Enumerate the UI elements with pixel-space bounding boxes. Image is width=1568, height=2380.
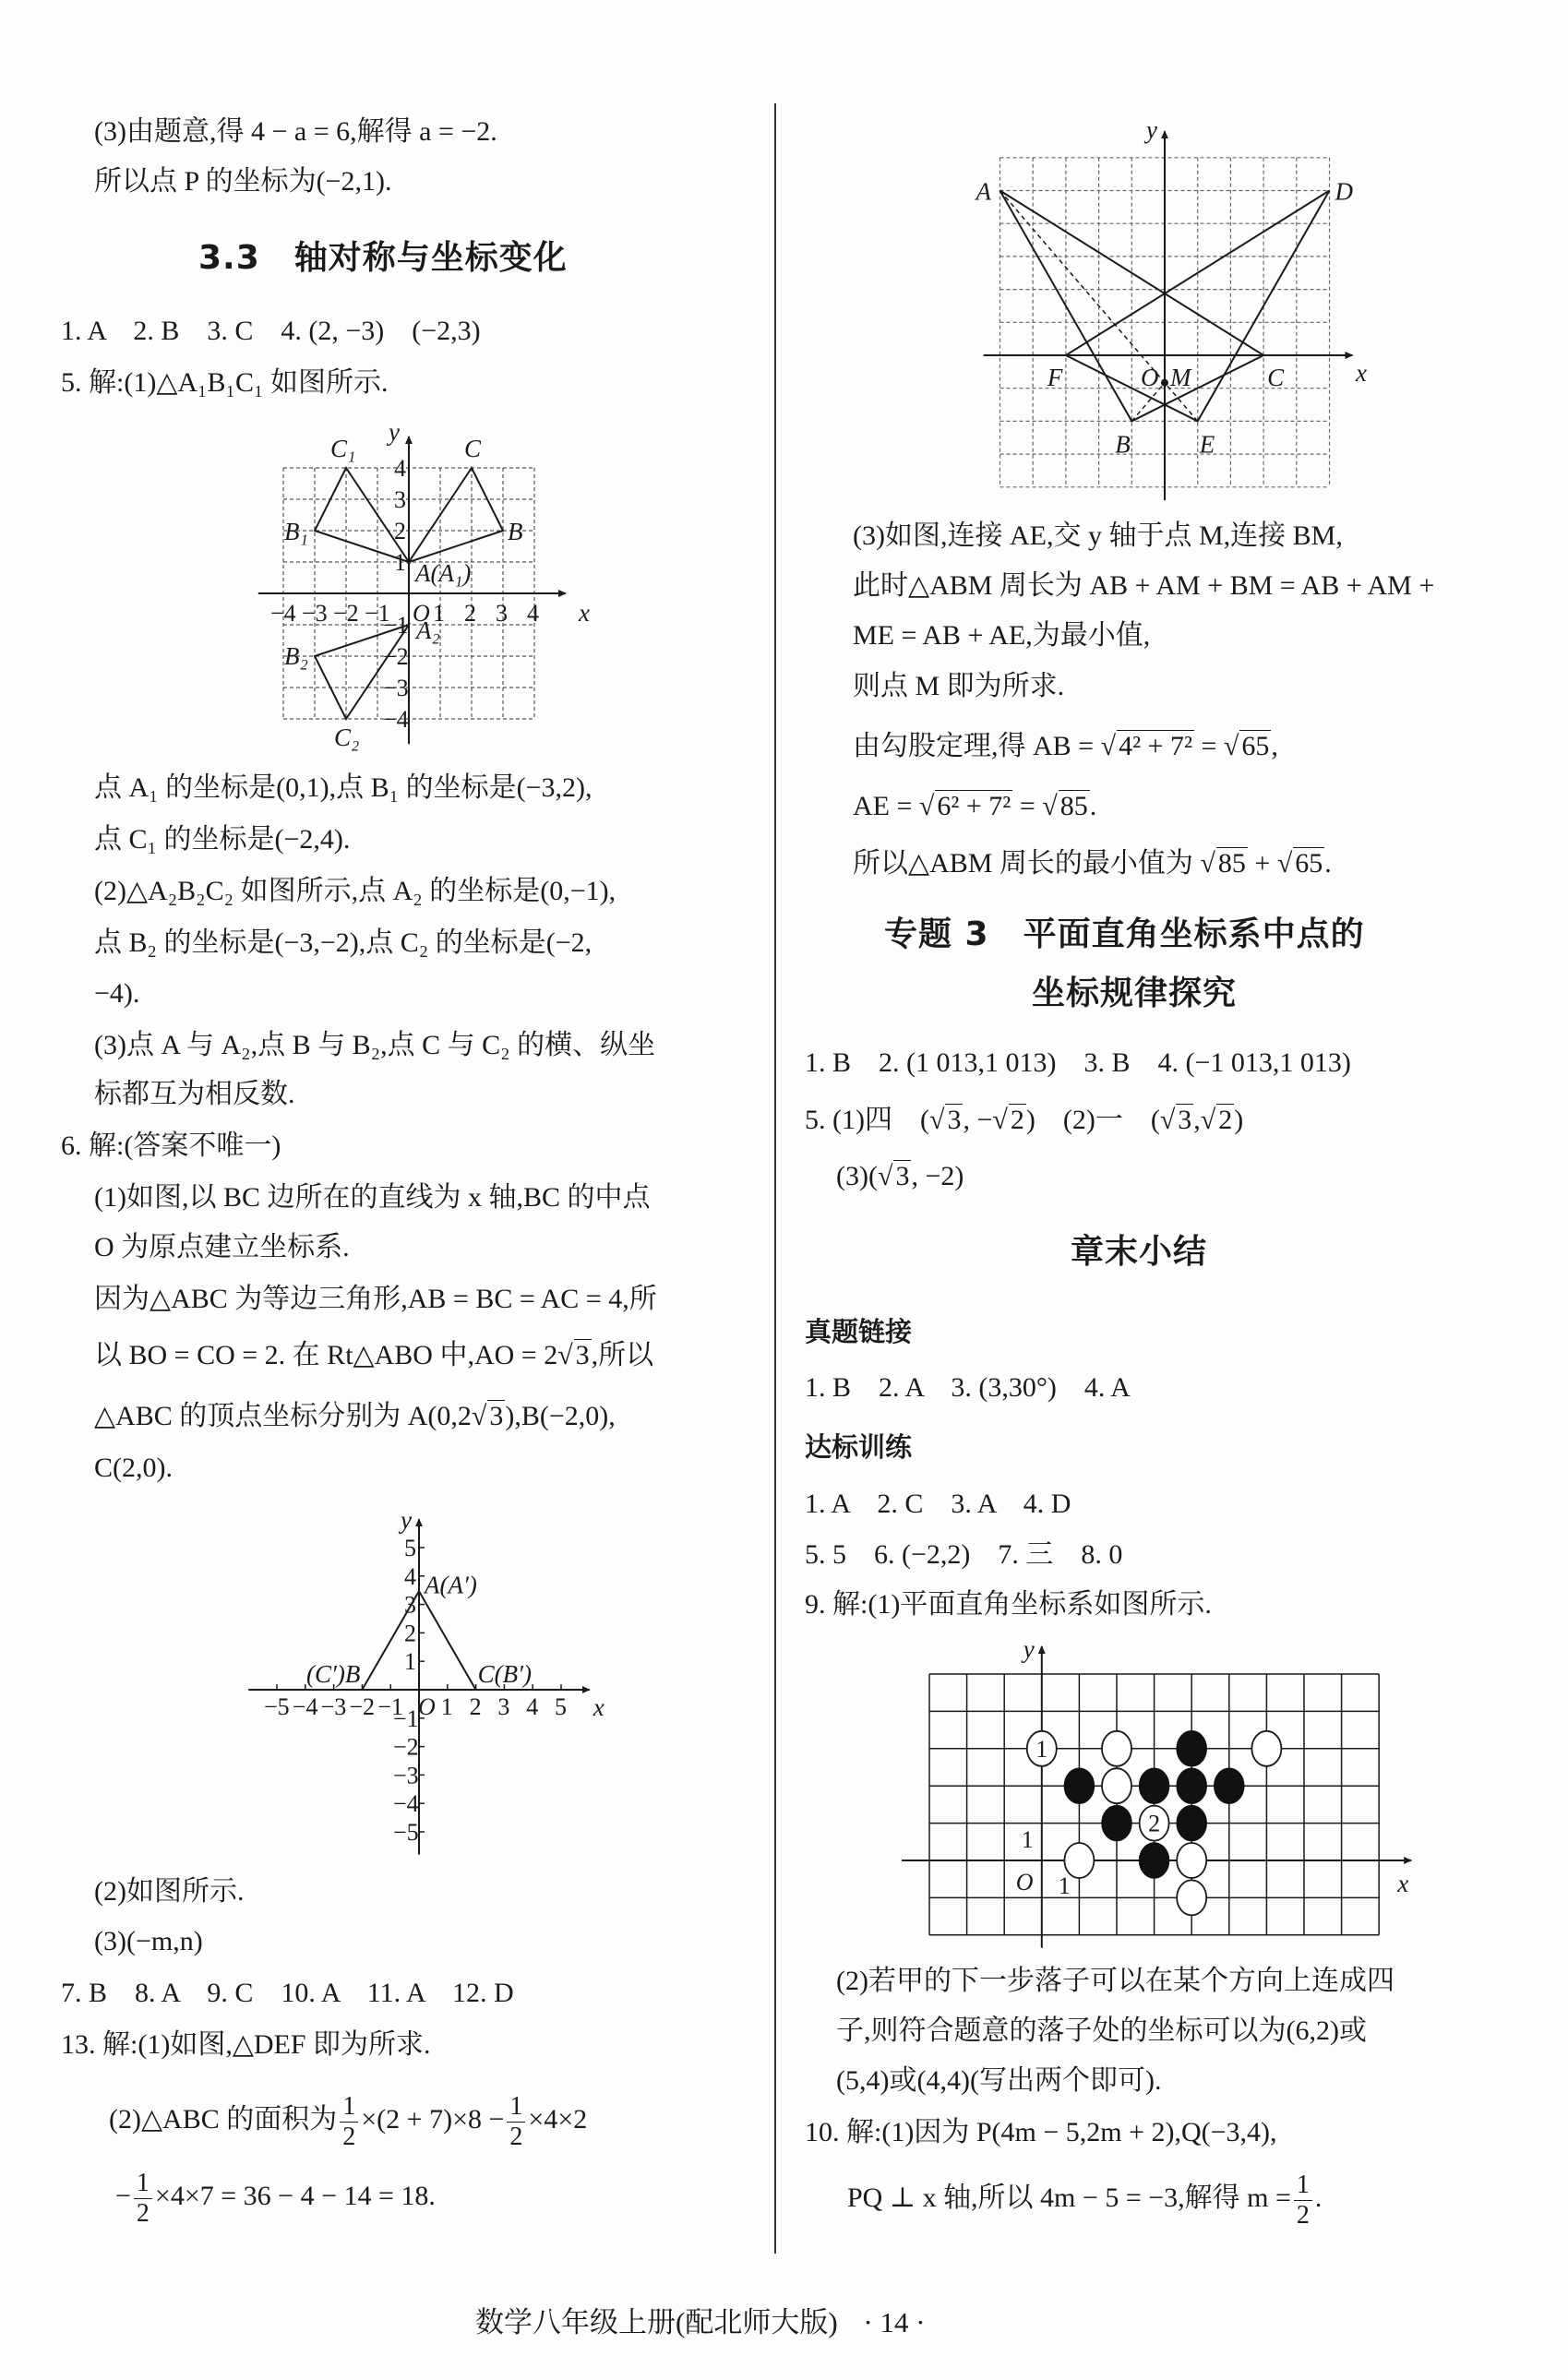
x-tick-label: −2 [349, 1693, 376, 1720]
text-line: 6. 解:(答案不唯一) [61, 1130, 281, 1161]
white-stone [1177, 1880, 1206, 1915]
text-segment: ×(2 + 7)×8 − [361, 2104, 505, 2135]
text-line: 所以点 P 的坐标为(−2,1). [94, 166, 392, 197]
text-segment: 以 BO = CO = 2. 在 Rt△ABO 中,AO = 2 [94, 1340, 558, 1370]
y-tick-label: −4 [393, 1790, 419, 1818]
x-tick-label: 4 [526, 1693, 539, 1720]
point-label-C: C [464, 435, 482, 462]
y-tick-label: −3 [383, 675, 409, 701]
page-number: · 14 · [863, 2306, 926, 2338]
topic-heading-line-1: 专题 3 平面直角坐标系中点的 [884, 915, 1365, 953]
x-tick-label: 1 [440, 1693, 453, 1720]
section-heading-3-3: 3.3 轴对称与坐标变化 [198, 239, 568, 277]
denominator: 2 [509, 2122, 523, 2151]
unit-label-y: 1 [1021, 1826, 1034, 1853]
text-segment: 由勾股定理,得 AB = [853, 731, 1095, 761]
y-tick-label: −5 [393, 1819, 419, 1846]
point-label-D: D [1335, 177, 1353, 206]
numerator: 1 [1294, 2171, 1312, 2201]
text-line: 1. B 2. A 3. (3,30°) 4. A [805, 1372, 1131, 1403]
sqrt-radicand: 3 [1178, 1105, 1192, 1135]
denominator: 2 [136, 2198, 150, 2228]
x-tick-label: −3 [302, 600, 328, 627]
x-tick-label: O [413, 600, 430, 627]
text-line: 5. 5 6. (−2,2) 7. 三 8. 0 [805, 1539, 1123, 1570]
point-label-B: B [508, 518, 523, 545]
text-line: (3)(−m,n) [94, 1926, 203, 1956]
y-tick-label: 1 [404, 1648, 416, 1676]
x-tick-label: −1 [377, 1693, 403, 1720]
white-stone [1102, 1768, 1131, 1803]
y-tick-label: 3 [394, 486, 406, 513]
x-axis-label: x [1356, 359, 1368, 387]
point-label-O: O [1141, 364, 1159, 391]
text-segment: ×4×2 [528, 2104, 588, 2135]
x-tick-label: 5 [555, 1693, 567, 1720]
black-stone [1140, 1768, 1169, 1803]
denominator: 2 [342, 2122, 356, 2151]
triangle-A2B2C2 [315, 625, 409, 719]
text-line: 1. B 2. (1 013,1 013) 3. B 4. (−1 013,1 013) [805, 1047, 1351, 1078]
text-segment: . [1324, 848, 1332, 879]
point-label-A2: A₂ [416, 616, 440, 644]
figure-gomoku-board [902, 1635, 1411, 1948]
x-axis-label: x [579, 599, 590, 627]
text-line: (3)(√ 3, −2) [836, 1161, 964, 1191]
point-label-B1: B₁ [284, 518, 308, 545]
text-segment: 5. (1)四 ( [805, 1105, 929, 1135]
text-line: (1)如图,以 BC 边所在的直线为 x 轴,BC 的中点 [94, 1182, 651, 1213]
y-tick-label: −2 [383, 643, 409, 670]
text-line: O 为原点建立坐标系. [94, 1232, 350, 1262]
y-axis-label: y [389, 418, 400, 446]
text-line: 1. A 2. B 3. C 4. (2, −3) (−2,3) [61, 316, 481, 346]
stone-number-2: 2 [1148, 1810, 1161, 1837]
unit-label-x: 1 [1058, 1872, 1071, 1899]
x-axis-label: x [1397, 1870, 1409, 1897]
black-stone [1102, 1806, 1131, 1841]
sqrt-radicand: 3 [947, 1105, 962, 1135]
black-stone [1177, 1768, 1206, 1803]
x-tick-label: 2 [469, 1693, 482, 1720]
sqrt-radicand: 6² + 7² [937, 791, 1011, 821]
text-line: 10. 解:(1)因为 P(4m − 5,2m + 2),Q(−3,4), [805, 2117, 1277, 2147]
y-tick-label: −1 [393, 1704, 419, 1732]
subheading-training: 达标训练 [805, 1431, 913, 1463]
text-segment: ×4×7 = 36 − 4 − 14 = 18. [154, 2181, 436, 2211]
y-axis-label: y [1023, 1635, 1035, 1663]
text-line: 5. (1)四 (√ 3, −√ 2) (2)一 (√ 3,√ 2) [805, 1105, 1244, 1135]
triangle-A1B1C1 [315, 468, 409, 562]
text-segment: = [1019, 791, 1035, 821]
point-label-C: C(B′) [477, 1660, 532, 1688]
y-tick-label: 5 [404, 1535, 416, 1561]
text-line: 此时△ABM 周长为 AB + AM + BM = AB + AM + [853, 570, 1435, 601]
text-line: 13. 解:(1)如图,△DEF 即为所求. [61, 2029, 431, 2060]
stone-number-1: 1 [1035, 1735, 1048, 1763]
y-tick-label: −2 [393, 1733, 419, 1761]
x-tick-label: −4 [270, 600, 296, 627]
sqrt-radicand: 4² + 7² [1119, 731, 1192, 761]
y-tick-label: −1 [383, 612, 409, 639]
y-tick-label: 1 [394, 549, 406, 576]
x-tick-label: 4 [527, 600, 539, 627]
text-segment: = [1201, 731, 1217, 761]
text-segment: AE = [853, 791, 913, 821]
text-line: 5. 解:(1)△A₁B₁C₁ 如图所示. [61, 367, 389, 398]
y-tick-label: 3 [404, 1591, 416, 1619]
text-line: 所以△ABM 周长的最小值为 √ 85 + √ 65. [853, 848, 1332, 879]
black-stone [1140, 1843, 1169, 1878]
black-stone [1177, 1731, 1206, 1766]
point-label-C: C [1267, 364, 1285, 391]
x-tick-label: −3 [320, 1693, 347, 1720]
text-line: (2)若甲的下一步落子可以在某个方向上连成四 [836, 1966, 1394, 1996]
x-tick-label: 1 [433, 600, 445, 627]
sqrt-radicand: 3 [895, 1161, 910, 1191]
x-axis-label: x [592, 1693, 604, 1721]
text-line: 点 C₁ 的坐标是(−2,4). [94, 824, 351, 855]
numerator: 1 [507, 2092, 525, 2123]
y-tick-label: 2 [404, 1620, 416, 1647]
text-line: 子,则符合题意的落子处的坐标可以为(6,2)或 [836, 2015, 1367, 2046]
x-tick-label: O [418, 1693, 436, 1720]
y-axis-label: y [401, 1506, 412, 1535]
point-label-C1: C₁ [330, 435, 356, 462]
sqrt-radicand: 2 [1010, 1105, 1024, 1135]
y-tick-label: −4 [383, 706, 409, 733]
text-line: 由勾股定理,得 AB = √ 4² + 7² = √ 65, [853, 731, 1278, 761]
text-segment: 所以△ABM 周长的最小值为 [853, 848, 1193, 879]
point-label-A: A(A′) [425, 1571, 477, 1599]
black-stone [1177, 1806, 1206, 1841]
numerator: 1 [134, 2169, 152, 2199]
text-segment: △ABC 的顶点坐标分别为 A(0,2 [94, 1401, 472, 1431]
point-label-E: E [1199, 430, 1215, 459]
text-line: (3)由题意,得 4 − a = 6,解得 a = −2. [94, 116, 497, 147]
subheading-real-exam: 真题链接 [805, 1316, 913, 1347]
text-line: 1. A 2. C 3. A 4. D [805, 1489, 1071, 1519]
text-segment: (3)( [836, 1161, 878, 1191]
point-label-B2: B₂ [284, 642, 308, 670]
text-line: 点 B₂ 的坐标是(−3,−2),点 C₂ 的坐标是(−2, [94, 927, 592, 958]
sqrt-radicand: 65 [1295, 848, 1323, 879]
text-segment: ),B(−2,0), [505, 1401, 616, 1431]
text-line: 9. 解:(1)平面直角坐标系如图所示. [805, 1589, 1212, 1620]
x-tick-label: −4 [292, 1693, 318, 1720]
text-line: (3)如图,连接 AE,交 y 轴于点 M,连接 BM, [853, 520, 1343, 551]
y-tick-label: 4 [394, 455, 406, 482]
figure-shortest-path-grid [975, 115, 1368, 500]
point-label-B: (C′)B [306, 1660, 361, 1688]
y-tick-label: −3 [393, 1762, 419, 1789]
figure-equilateral-triangle-axes [248, 1506, 604, 1854]
text-line: 以 BO = CO = 2. 在 Rt△ABO 中,AO = 2√ 3,所以 [94, 1340, 654, 1370]
text-segment: (2)△ABC 的面积为 [109, 2104, 338, 2135]
book-title: 数学八年级上册(配北师大版) [475, 2306, 838, 2338]
x-tick-label: 3 [497, 1693, 510, 1720]
white-stone [1102, 1731, 1131, 1766]
chapter-summary-heading: 章末小结 [1071, 1233, 1208, 1271]
black-stone [1215, 1768, 1244, 1803]
text-line: AE = √ 6² + 7² = √ 85. [853, 791, 1097, 821]
text-segment: ,所以 [591, 1340, 654, 1370]
x-tick-label: 2 [464, 600, 476, 627]
x-tick-label: −5 [264, 1693, 290, 1720]
text-segment: + [1254, 848, 1271, 879]
sqrt-radicand: 3 [575, 1340, 590, 1370]
sqrt-radicand: 2 [1218, 1105, 1233, 1135]
text-segment: − [115, 2181, 131, 2211]
text-segment: . [1089, 791, 1097, 821]
y-tick-label: 4 [404, 1562, 416, 1590]
text-line: (3)点 A 与 A₂,点 B 与 B₂,点 C 与 C₂ 的横、纵坐 [94, 1030, 656, 1060]
origin-label: O [1015, 1869, 1034, 1896]
point-M-dot [1161, 379, 1168, 387]
y-axis-label: y [1146, 115, 1157, 144]
sqrt-radicand: 3 [489, 1401, 504, 1431]
text-segment: , −2) [911, 1161, 964, 1191]
denominator: 2 [1296, 2200, 1310, 2230]
text-line: C(2,0). [94, 1453, 173, 1483]
text-line: 点 A₁ 的坐标是(0,1),点 B₁ 的坐标是(−3,2), [94, 772, 592, 803]
text-line: 7. B 8. A 9. C 10. A 11. A 12. D [61, 1978, 514, 2008]
black-stone [1064, 1768, 1094, 1803]
text-line: (2)如图所示. [94, 1876, 245, 1907]
topic-heading-line-2: 坐标规律探究 [1032, 975, 1238, 1012]
white-stone [1177, 1843, 1206, 1878]
text-segment: ) (2)一 ( [1025, 1105, 1160, 1135]
sqrt-radicand: 85 [1217, 848, 1246, 879]
point-label-M: M [1170, 364, 1191, 391]
sqrt-radicand: 85 [1059, 791, 1088, 821]
figure-reflection-triangles [258, 418, 590, 751]
y-tick-label: 2 [394, 518, 406, 544]
text-line: △ABC 的顶点坐标分别为 A(0,2√ 3),B(−2,0), [94, 1401, 616, 1431]
x-tick-label: −2 [333, 600, 359, 627]
text-line: (5,4)或(4,4)(写出两个即可). [836, 2065, 1162, 2096]
point-label-B: B [1115, 430, 1131, 459]
sqrt-radicand: 65 [1241, 731, 1270, 761]
text-segment: PQ ⊥ x 轴,所以 4m − 5 = −3,解得 m = [847, 2183, 1291, 2213]
point-label-A: A [976, 177, 991, 206]
text-line: −4). [94, 978, 140, 1009]
text-line: ME = AB + AE,为最小值, [853, 620, 1151, 651]
text-segment: . [1314, 2183, 1323, 2213]
x-tick-label: 3 [496, 600, 508, 627]
text-segment: , − [963, 1105, 993, 1135]
point-label-A: A(A₁) [415, 559, 472, 587]
text-segment: ) [1234, 1105, 1244, 1135]
text-line: 标都互为相反数. [94, 1079, 295, 1109]
point-label-F: F [1047, 364, 1063, 391]
numerator: 1 [340, 2092, 358, 2123]
triangle-ABC [409, 468, 503, 562]
x-tick-label: −1 [365, 600, 390, 627]
point-label-C2: C₂ [334, 724, 360, 751]
white-stone [1251, 1731, 1281, 1766]
text-line: 则点 M 即为所求. [853, 671, 1065, 701]
text-line: 因为△ABC 为等边三角形,AB = BC = AC = 4,所 [94, 1284, 657, 1314]
text-segment: , [1193, 1105, 1201, 1135]
text-line: (2)△A₂B₂C₂ 如图所示,点 A₂ 的坐标是(0,−1), [94, 876, 616, 906]
text-segment: , [1271, 731, 1278, 761]
